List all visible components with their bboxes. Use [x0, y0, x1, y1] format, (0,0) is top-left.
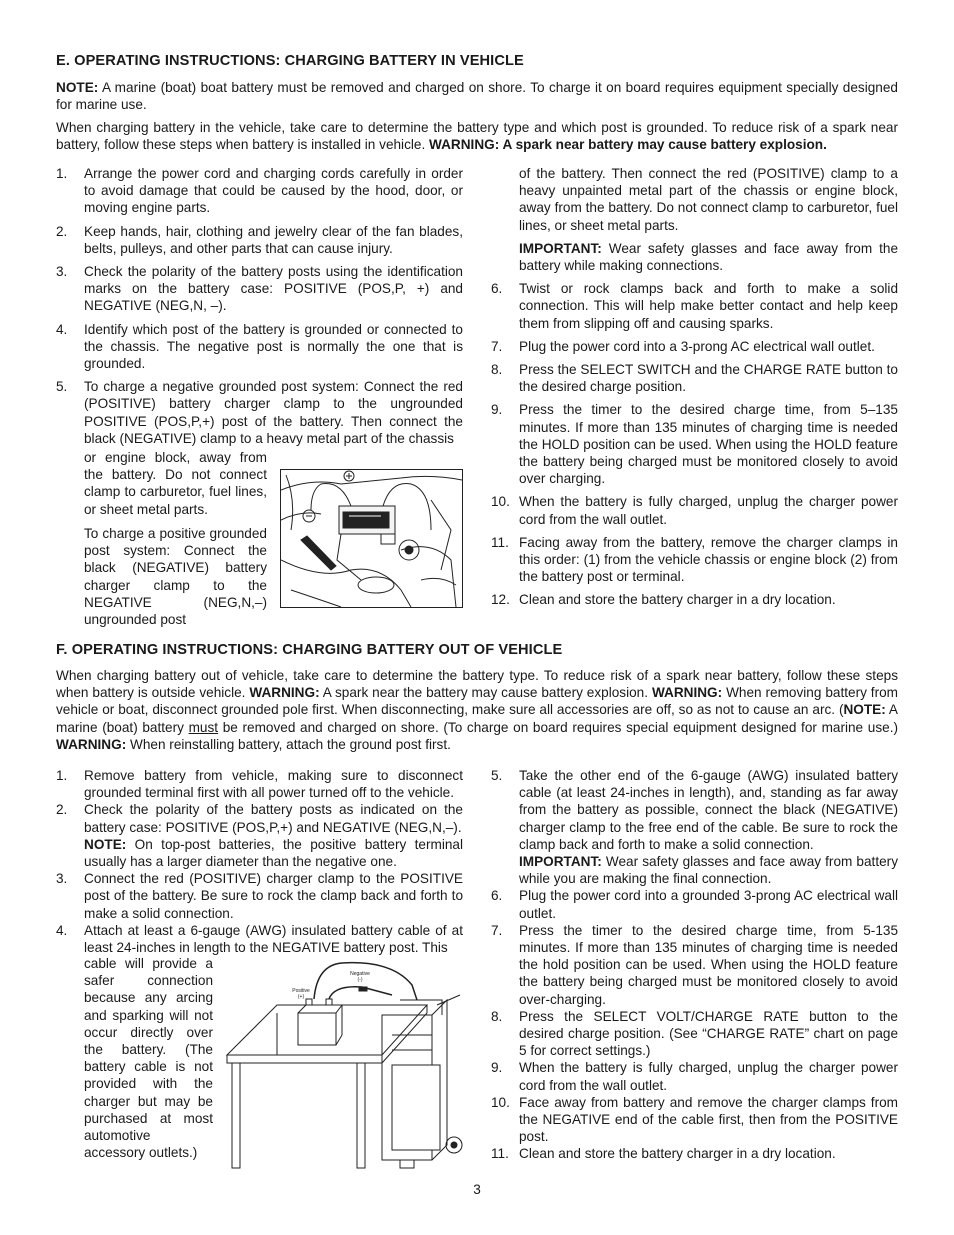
list-item: 2. Check the polarity of the battery posts as indicated on the battery case: POSITIVE (POS,P,+) and NEGATIVE (NEG,N,–). NOTE: On top-post batteries, the positive battery terminal usually has a larger diameter than the negative one. — [56, 802, 463, 870]
page-number: 3 — [473, 1182, 481, 1197]
list-item: 5. Take the other end of the 6-gauge (AWG) insulated battery cable (at least 24-inches in length), and, standing as far away from the battery as possible, connect the black (NEGATIVE) charger clamp to the free end of the cable. Be sure to rock the clamp back and forth to make a solid connection. IMPORTANT: Wear safety glasses and face away from battery while you are making the final connection. — [491, 768, 898, 887]
list-item: 1. Remove battery from vehicle, making sure to disconnect grounded terminal first with all power turned off to the vehicle. — [56, 768, 463, 801]
section-e-note — [56, 79, 898, 113]
step5-wrap-text: or engine block, away from the battery. Do not connect clamp to carburetor, fuel lines, or sheet metal parts. — [84, 450, 267, 517]
section-e-steps-left — [56, 165, 463, 447]
note-label: NOTE: — [56, 80, 99, 95]
section-f-steps-right — [491, 767, 898, 1163]
section-e-right-column — [491, 165, 898, 615]
diagram-positive-label: Positive — [292, 988, 310, 994]
note-text: A marine (boat) boat battery must be removed and charged on shore. To charge it on board requires equipment specially designed for marine use. — [56, 80, 898, 113]
list-item: 6. Twist or rock clamps back and forth to make a solid connection. This will help make better contact and help keep them from slipping off and causing sparks. — [491, 281, 898, 331]
list-item: 4. Identify which post of the battery is grounded or connected to the chassis. The negative post is normally the one that is grounded. — [56, 321, 463, 372]
list-item: 12. Clean and store the battery charger in a dry location. — [491, 592, 836, 608]
section-f-right-column — [491, 767, 898, 1163]
list-item: 3. Check the polarity of the battery posts using the identification marks on the battery case: POSITIVE (POS,P, +) and NEGATIVE (NEG,N, –). — [56, 264, 463, 314]
list-item: 8. Press the SELECT VOLT/CHARGE RATE button to the desired charge position. (See “CHARGE RATE” chart on page 5 for correct settings.) — [491, 1008, 898, 1059]
list-item: 7. Press the timer to the desired charge time, from 5-135 minutes. If more than 135 minutes of charging time is needed the hold position can be used. When using the HOLD feature the battery being charged must be monitored closely to avoid over-charging. — [491, 922, 898, 1007]
list-item: 1. Arrange the power cord and charging cords carefully in order to avoid damage that could be caused by the hood, door, or moving engine parts. — [56, 166, 463, 216]
engine-bay-illustration — [280, 469, 463, 608]
diagram-negative-label: Negative — [350, 971, 370, 977]
intro-warning: WARNING: A spark near battery may cause battery explosion. — [429, 137, 827, 153]
battery-table-illustration — [222, 955, 470, 1170]
step5-continued: of the battery. Then connect the red (POSITIVE) clamp to a heavy unpainted metal part of the chassis or engine block, away from the battery. Do not connect clamp to carburetor, fuel lines, or sheet metal parts. — [519, 166, 898, 233]
section-f-title: F. OPERATING INSTRUCTIONS: CHARGING BATTERY OUT OF VEHICLE — [56, 642, 563, 658]
engine-bay-icon — [281, 470, 462, 607]
intro-text: When charging battery in the vehicle, take care to determine the battery type and which post is grounded. To reduce risk of a spark near battery, follow these steps when battery is installed in vehicle. — [56, 120, 898, 153]
section-e-steps-right — [491, 280, 898, 608]
step5-positive-text: To charge a positive grounded post system: Connect the black (NEGATIVE) battery charger clamp to the NEGATIVE (NEG,N,–) ungrounded post — [84, 526, 267, 628]
diagram-positive-sign: (+) — [297, 994, 305, 1000]
diagram-negative-sign: (-) — [357, 977, 363, 983]
list-item: 9. When the battery is fully charged, unplug the charger power cord from the wall outlet. — [491, 1060, 898, 1093]
section-f-intro: When charging battery out of vehicle, take care to determine the battery type. To reduce risk of a spark near battery, follow these steps when battery is outside vehicle. WARNING: A spark near the battery may cause battery explosion. WARNING: When removing battery from vehicle or boat, disconnect grounded pole first. When disconnecting, make sure all accessories are off, so as not to cause an arc. (NOTE: A marine (boat) battery must be removed and charged on shore. (To charge on board requires special equipment designed for marine use.) WARNING: When reinstalling battery, attach the ground post first. — [56, 668, 898, 752]
step5-text-full: To charge a negative grounded post system: Connect the red (POSITIVE) battery charger clamp to the ungrounded POSITIVE (POS,P,+) post of the battery. Then connect the black (NEGATIVE) clamp to a heavy metal part of the chassis — [84, 379, 463, 446]
section-e-title: E. OPERATING INSTRUCTIONS: CHARGING BATTERY IN VEHICLE — [56, 53, 524, 69]
list-item: 10. Face away from battery and remove the charger clamps from the NEGATIVE end of the cable first, then from the POSITIVE post. — [491, 1094, 898, 1145]
list-item: 4. Attach at least a 6-gauge (AWG) insulated battery cable of at least 24-inches in length to the NEGATIVE battery post. This — [56, 922, 463, 956]
section-f-steps-left — [56, 767, 463, 956]
list-item: 8. Press the SELECT SWITCH and the CHARGE RATE button to the desired charge position. — [491, 362, 898, 395]
battery-charger-diagram-icon — [222, 955, 470, 1170]
section-e-left-column — [56, 165, 463, 447]
list-item: 5. To charge a negative grounded post system: Connect the red (POSITIVE) battery charger clamp to the ungrounded POSITIVE (POS,P,+) post of the battery. Then connect the black (NEGATIVE) clamp to a heavy metal part of the chassis — [56, 379, 463, 446]
step5-important: IMPORTANT: Wear safety glasses and face away from the battery while making connections. — [519, 240, 898, 274]
list-item: 6. Plug the power cord into a grounded 3-prong AC electrical wall outlet. — [491, 888, 898, 921]
list-item: 11. Clean and store the battery charger in a dry location. — [491, 1146, 836, 1162]
list-item: 2. Keep hands, hair, clothing and jewelry clear of the fan blades, belts, pulleys, and other parts that can cause injury. — [56, 223, 463, 256]
list-item: 3. Connect the red (POSITIVE) charger clamp to the POSITIVE post of the battery. Be sure to rock the clamp back and forth to make a solid connection. — [56, 871, 463, 921]
list-item: 7. Plug the power cord into a 3-prong AC electrical wall outlet. — [491, 338, 875, 354]
list-item: 11. Facing away from the battery, remove the charger clamps in this order: (1) from the vehicle chassis or engine block (2) from the battery post or terminal. — [491, 534, 898, 585]
list-item: 9. Press the timer to the desired charge time, from 5–135 minutes. If more than 135 minutes of charging time is needed the HOLD position can be used. When using the HOLD feature the battery being charged must be monitored closely to avoid over charging. — [491, 402, 898, 487]
section-f-left-column — [56, 767, 463, 956]
step4-wrap-text: cable will provide a safer connection because any arcing and sparking will not occur directly over the battery. (The battery cable is not provided with the charger but may be purchased at most automotive accessory outlets.) — [84, 956, 213, 1161]
list-item: 10. When the battery is fully charged, unplug the charger power cord from the wall outlet. — [491, 494, 898, 527]
section-e-intro — [56, 119, 898, 153]
